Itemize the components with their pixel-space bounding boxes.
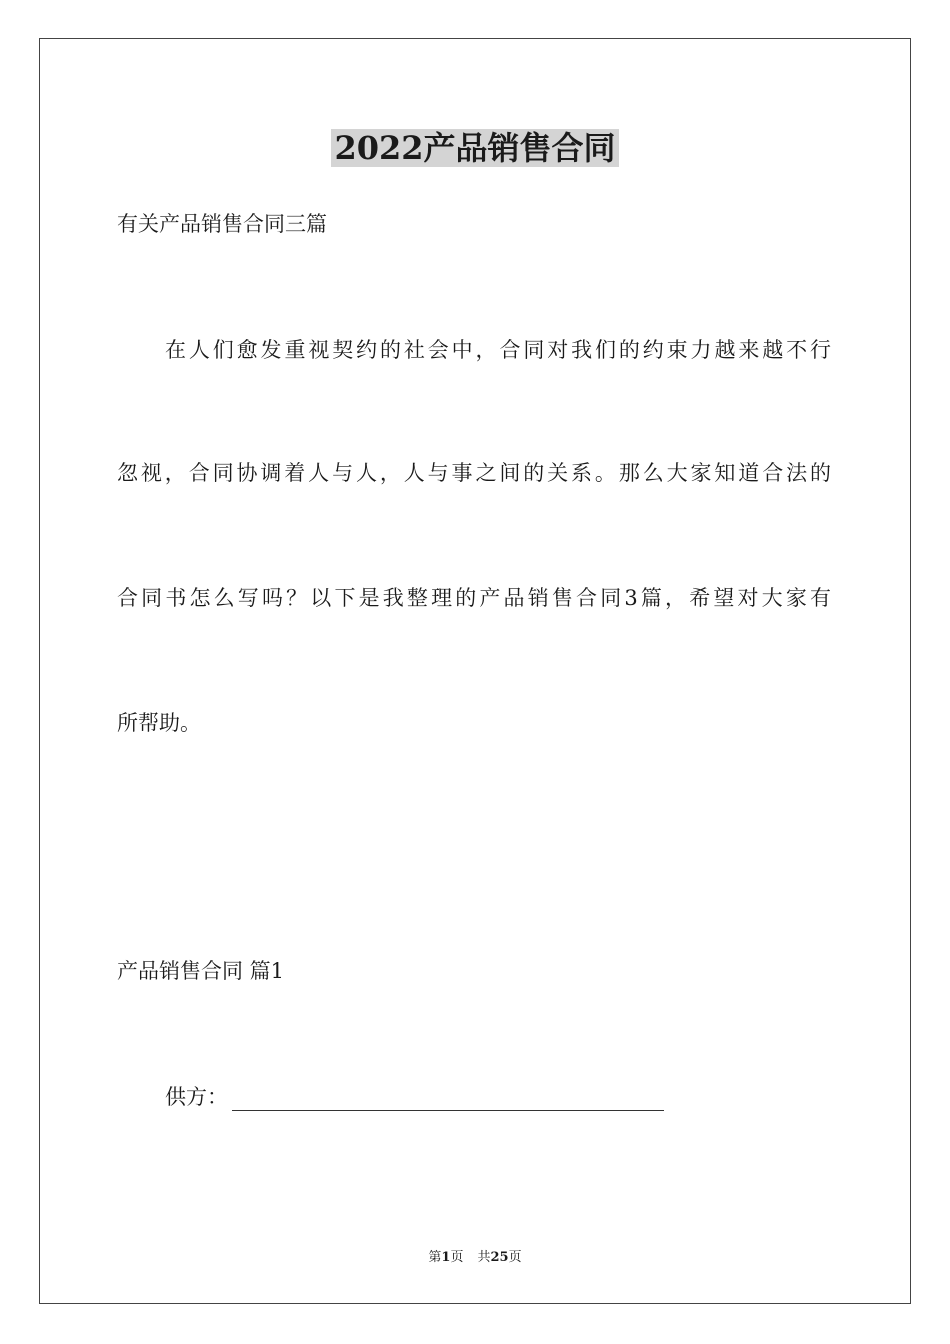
supplier-blank-line <box>232 1088 664 1111</box>
total-prefix: 共 <box>477 1250 491 1265</box>
page-suffix: 页 <box>450 1250 464 1265</box>
supplier-field <box>165 1083 664 1111</box>
supplier-label: 供方： <box>165 1085 228 1109</box>
intro-line-4: 所帮助。 <box>117 711 201 735</box>
intro-line-3: 合同书怎么写吗？以下是我整理的产品销售合同3篇，希望对大家有 <box>117 586 831 610</box>
page-footer <box>0 1250 950 1266</box>
page-number: 1 <box>441 1250 451 1265</box>
page-prefix: 第 <box>428 1250 442 1265</box>
document-subtitle: 有关产品销售合同三篇 <box>117 212 327 236</box>
document-title <box>0 128 950 168</box>
section-title: 产品销售合同 篇1 <box>117 959 285 983</box>
total-suffix: 页 <box>508 1250 522 1265</box>
document-title-text: 2022产品销售合同 <box>331 129 618 167</box>
intro-line-1: 在人们愈发重视契约的社会中，合同对我们的约束力越来越不行 <box>165 338 831 362</box>
total-pages: 25 <box>490 1250 509 1265</box>
intro-line-2: 忽视，合同协调着人与人，人与事之间的关系。那么大家知道合法的 <box>117 461 831 485</box>
